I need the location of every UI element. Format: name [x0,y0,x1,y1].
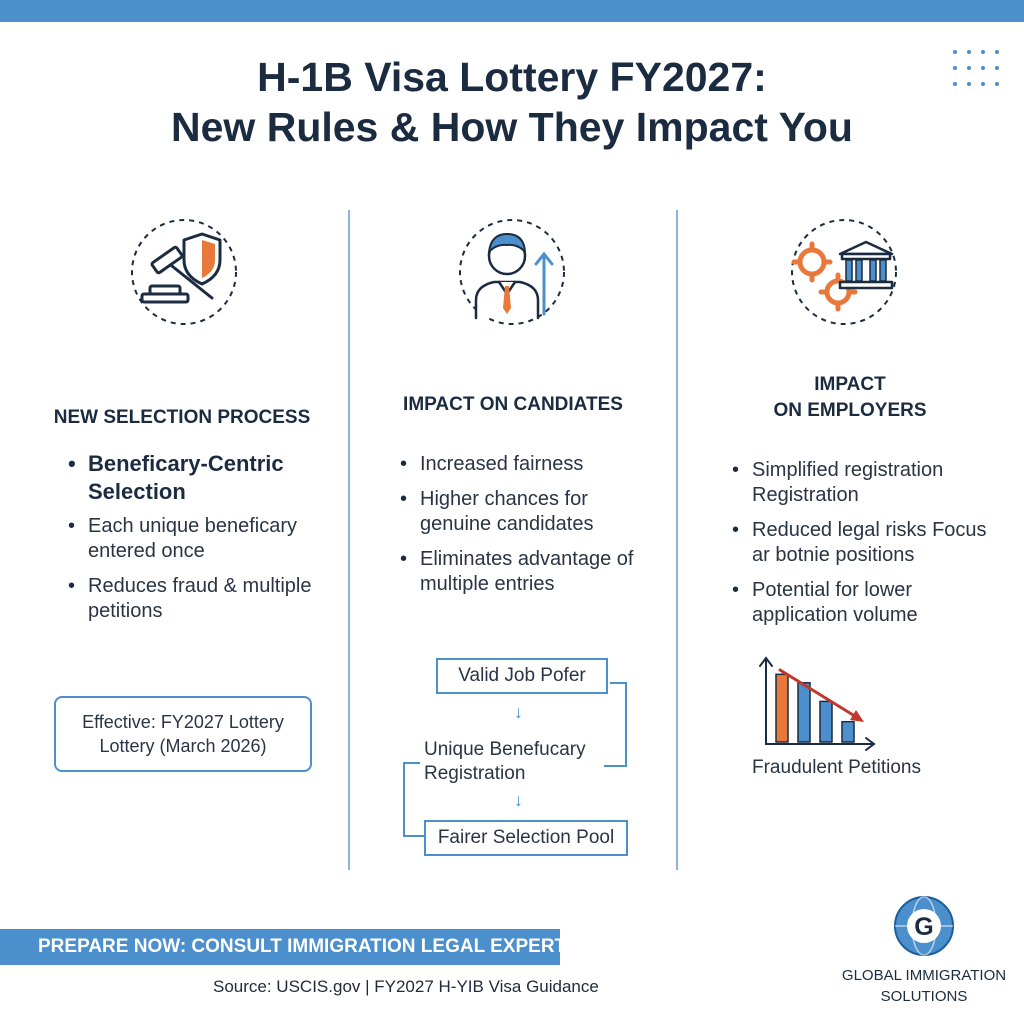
title-line-1: H-1B Visa Lottery FY2027: [257,54,767,100]
flow-step-registration-line-2: Registration [424,763,526,784]
heading-impact-employers [676,372,1024,424]
candidates-bullet-list [400,452,660,597]
heading-impact-candidates: IMPACT ON CANDIATES [403,394,623,415]
list-item: • Reduces fraud & multiple petitions [68,574,338,624]
list-item: • Simplified registration Registration [732,458,992,508]
company-name-line-2: SOLUTIONS [880,988,968,1005]
flow-step-job-offer: Valid Job Pofer [436,658,608,694]
page-title [0,52,1024,152]
trend-arrow [780,670,858,718]
cta-banner: PREPARE NOW: CONSULT IMMIGRATION LEGAL EXPERTS [0,929,560,965]
fraudulent-petitions-chart [750,650,890,760]
gears-building-icon [790,218,898,326]
list-item: • Reduced legal risks Focus ar botnie positions [732,518,992,568]
list-item: • Potential for lower application volume [732,578,992,628]
chart-bar [820,701,832,742]
heading-new-selection: NEW SELECTION PROCESS [53,407,311,428]
list-item: • Beneficary-Centric Selection [68,450,338,506]
logo-letter: G [914,913,934,941]
top-accent-bar [0,0,1024,22]
chart-label: Fraudulent Petitions [752,757,921,778]
effective-line-1: Effective: FY2027 Lottery [82,712,284,732]
flow-step-selection-pool: Fairer Selection Pool [424,820,628,856]
list-item: • Eliminates advantage of multiple entries [400,547,660,597]
effective-line-2: Lottery (March 2026) [99,736,267,756]
candidate-growth-icon [458,218,566,326]
chart-bar [842,722,854,742]
effective-date-box [54,696,312,772]
heading-line-1: IMPACT [814,374,886,395]
gavel-shield-icon [130,218,238,326]
company-name-line-1: GLOBAL IMMIGRATION [841,967,1007,984]
list-item: • Increased fairness [400,452,660,477]
column-divider-left [348,210,350,870]
flow-arrow-down: ↓ [514,790,523,810]
column-divider-right [676,210,678,870]
chart-bar [798,683,810,742]
globe-logo-icon [893,895,955,957]
title-line-2: New Rules & How They Impact You [171,104,853,150]
list-item: • Each unique beneficary entered once [68,514,338,564]
source-citation: Source: USCIS.gov | FY2027 H-YIB Visa Guidance [213,977,599,996]
list-item: • Higher chances for genuine candidates [400,487,660,537]
company-name [824,965,1024,1007]
flow-step-registration [424,738,586,786]
flow-step-registration-line-1: Unique Benefucary [424,739,586,760]
employers-bullet-list [732,458,992,628]
chart-bar [776,674,788,742]
heading-line-2: ON EMPLOYERS [773,400,927,421]
flow-arrow-down: ↓ [514,702,523,722]
selection-bullet-list [68,450,338,624]
